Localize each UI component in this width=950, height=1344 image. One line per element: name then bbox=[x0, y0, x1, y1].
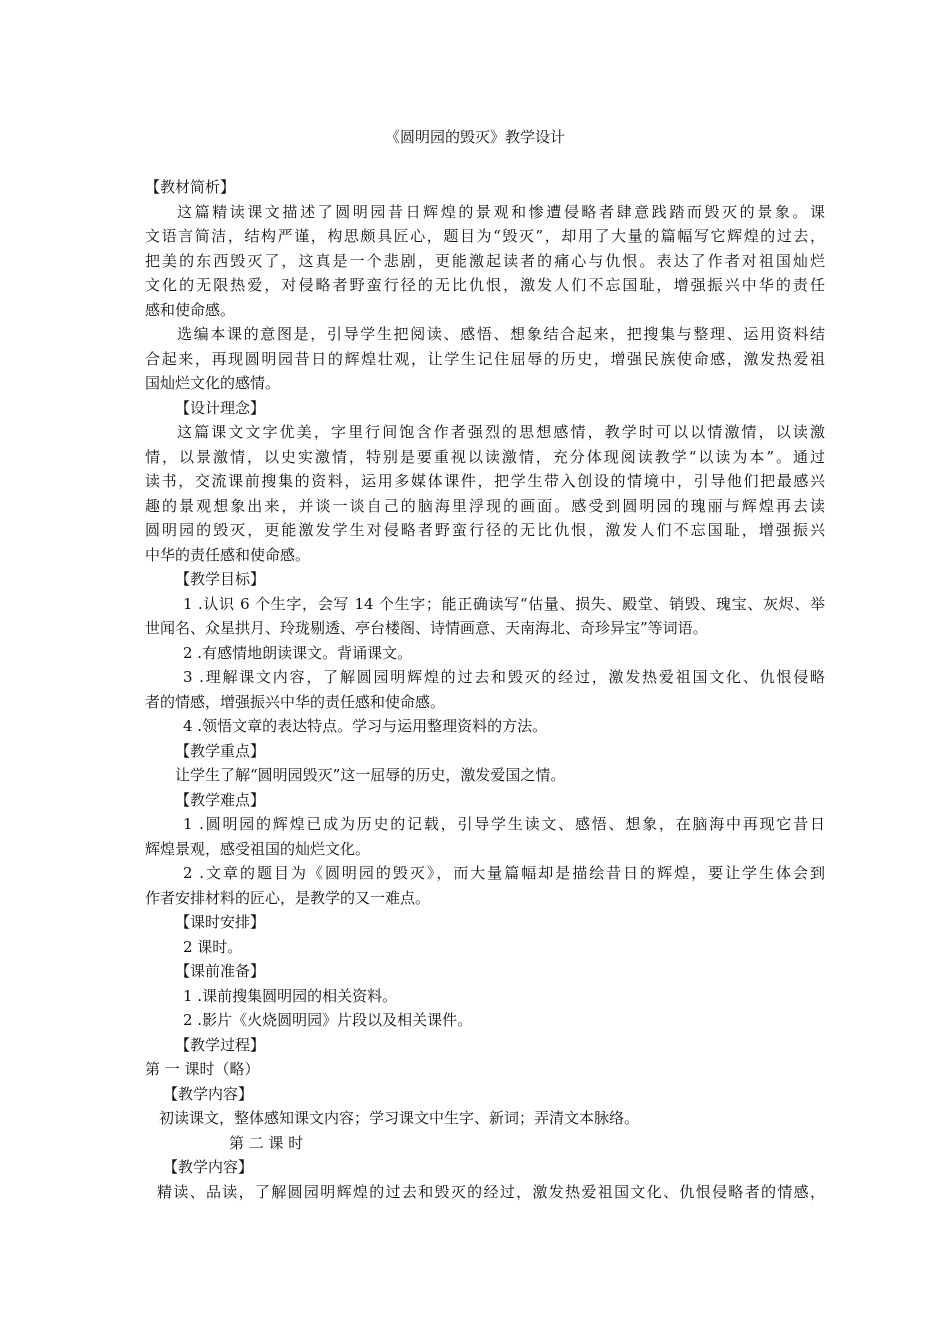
text-line: 趣的景观想象出来，并谈一谈自己的脑海里浮现的画面。感受到圆明园的瑰丽与辉煌再去读 bbox=[145, 496, 825, 515]
text-line: 2 .文章的题目为《圆明园的毁灭》，而大量篇幅却是描绘昔日的辉煌，要让学生体会到 bbox=[183, 864, 825, 882]
text-line: 合起来，再现圆明园昔日的辉煌壮观，让学生记住屈辱的历史，增强民族使命感，激发热爱祖 bbox=[145, 349, 825, 368]
text-line: 世闻名、众星拱月、玲珑剔透、亭台楼阁、诗情画意、天南海北、奇珍异宝”等词语。 bbox=[145, 619, 708, 637]
document-title: 《圆明园的毁灭》教学设计 bbox=[384, 128, 565, 146]
document-body bbox=[145, 175, 825, 1204]
text-line: 这篇课文文字优美，字里行间饱含作者强烈的思想感情，教学时可以以情激情，以读激 bbox=[177, 423, 825, 441]
section-heading: 【教学内容】 bbox=[163, 1158, 254, 1176]
text-line: 第 二 课 时 bbox=[229, 1133, 304, 1152]
text-line: 这篇精读课文描述了圆明园昔日辉煌的景观和惨遭侵略者肆意践踏而毁灭的景象。课 bbox=[177, 202, 825, 221]
text-line: 文语言简洁，结构严谨，构思颇具匠心，题目为“毁灭”，却用了大量的篇幅写它辉煌的过去， bbox=[145, 227, 825, 245]
text-line: 第 一 课时（略） bbox=[145, 1060, 260, 1078]
text-line: 1 .认识 6 个生字，会写 14 个生字；能正确读写“估量、损失、殿堂、销毁、瑰宝、灰烬、举 bbox=[183, 594, 825, 613]
section-heading: 【设计理念】 bbox=[175, 398, 266, 417]
section-heading: 【教学重点】 bbox=[175, 741, 266, 760]
text-line: 圆明园的毁灭，更能激发学生对侵略者野蛮行径的无比仇恨，激发人们不忘国耻，增强振兴 bbox=[145, 521, 825, 539]
text-line: 辉煌景观，感受祖国的灿烂文化。 bbox=[145, 839, 371, 858]
text-line: 4 .领悟文章的表达特点。学习与运用整理资料的方法。 bbox=[183, 717, 548, 735]
section-heading: 【教材简析】 bbox=[145, 178, 236, 196]
section-heading: 【教学内容】 bbox=[163, 1084, 254, 1103]
text-line: 者的情感，增强振兴中华的责任感和使命感。 bbox=[145, 692, 446, 711]
text-line: 把美的东西毁灭了，这真是一个悲剧，更能激起读者的痛心与仇恨。表达了作者对祖国灿烂 bbox=[145, 251, 825, 270]
text-line: 让学生了解“圆明园毁灭”这一屈辱的历史，激发爱国之情。 bbox=[175, 766, 566, 784]
text-line: 作者安排材料的匠心，是教学的又一难点。 bbox=[145, 888, 431, 907]
text-line: 3 .理解课文内容，了解圆园明辉煌的过去和毁灭的经过，激发热爱祖国文化、仇恨侵略 bbox=[183, 668, 825, 686]
text-line: 1 .圆明园的辉煌已成为历史的记载，引导学生读文、感悟、想象，在脑海中再现它昔日 bbox=[183, 815, 825, 833]
text-line: 1 .课前搜集圆明园的相关资料。 bbox=[183, 986, 398, 1005]
text-line: 2 课时。 bbox=[183, 937, 243, 956]
text-line: 精读、品读，了解圆园明辉煌的过去和毁灭的经过，激发热爱祖国文化、仇恨侵略者的情感， bbox=[157, 1182, 825, 1201]
section-heading: 【教学难点】 bbox=[175, 790, 266, 809]
section-heading: 【课时安排】 bbox=[175, 913, 266, 931]
text-line: 2 .影片《火烧圆明园》片段以及相关课件。 bbox=[183, 1011, 473, 1029]
text-line: 中华的责任感和使命感。 bbox=[145, 545, 311, 564]
text-line: 选编本课的意图是，引导学生把阅读、感悟、想象结合起来，把搜集与整理、运用资料结 bbox=[177, 325, 825, 343]
text-line: 国灿烂文化的感情。 bbox=[145, 374, 281, 392]
text-line: 感和使命感。 bbox=[145, 300, 236, 319]
section-heading: 【教学目标】 bbox=[175, 570, 266, 588]
text-line: 文化的无限热爱，对侵略者野蛮行径的无比仇恨，激发人们不忘国耻，增强振兴中华的责任 bbox=[145, 276, 825, 294]
text-line: 读书，交流课前搜集的资料，运用多媒体课件，把学生带入创设的情境中，引导他们把最感兴 bbox=[145, 472, 825, 490]
text-line: 初读课文，整体感知课文内容；学习课文中生字、新词；弄清文本脉络。 bbox=[159, 1109, 640, 1127]
section-heading: 【课前准备】 bbox=[175, 962, 266, 980]
section-heading: 【教学过程】 bbox=[175, 1035, 266, 1054]
text-line: 2 .有感情地朗读课文。背诵课文。 bbox=[183, 643, 413, 662]
text-line: 情，以景激情，以史实激情，特别是要重视以读激情，充分体现阅读教学“以读为本”。通过 bbox=[145, 447, 825, 466]
